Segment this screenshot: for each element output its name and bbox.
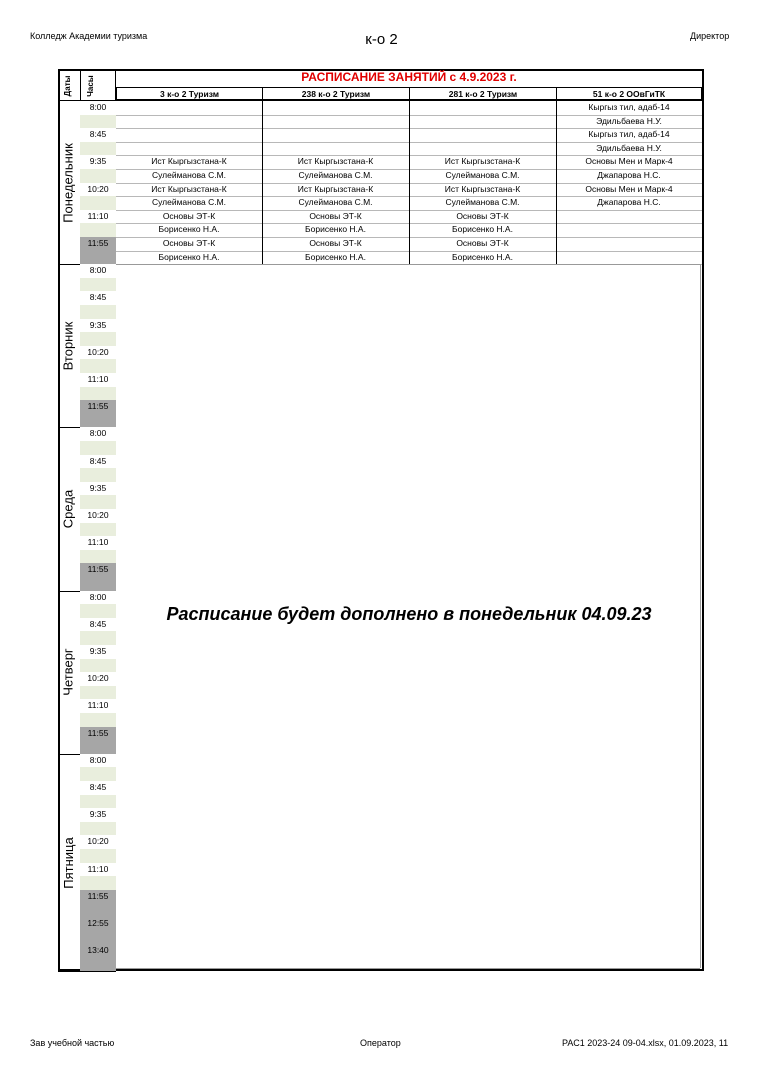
time-slot: 12:55 <box>80 917 116 931</box>
time-slot: 11:55 <box>80 237 116 251</box>
group-header: 3 к-о 2 Туризм <box>116 87 263 100</box>
time-slot: 8:45 <box>80 291 116 305</box>
footer-filename: РАС1 2023-24 09-04.xlsx, 01.09.2023, 11 <box>562 1038 729 1048</box>
lesson-cell: Основы ЭТ-К <box>456 238 509 248</box>
time-slot-sub <box>80 849 116 863</box>
lesson-cell: Эдильбаева Н.У. <box>596 142 662 153</box>
time-slot-sub <box>80 577 116 591</box>
lesson-cell: Основы Мен и Марк-4 <box>585 183 673 194</box>
group-header: 51 к-о 2 ООвГиТК <box>556 87 702 100</box>
footer-operator: Оператор <box>360 1038 401 1048</box>
time-slot: 9:35 <box>80 482 116 496</box>
day-label: Вторник <box>61 321 76 371</box>
time-slot-sub <box>80 196 116 210</box>
day-divider <box>58 971 116 972</box>
college-name: Колледж Академии туризма <box>30 31 148 41</box>
lesson-cell: Ист Кыргызстана-К <box>151 156 227 167</box>
day-label: Пятница <box>61 836 76 889</box>
time-slot-sub <box>80 550 116 564</box>
time-slot-sub <box>80 958 116 972</box>
lesson-cell: Борисенко Н.А. <box>158 251 220 262</box>
schedule-notice: Расписание будет дополнено в понедельник 04.09.23 <box>166 604 652 624</box>
lesson-cell: Основы ЭТ-К <box>162 210 216 221</box>
group-header: 281 к-о 2 Туризм <box>409 87 557 100</box>
lesson-cell: Сулейманова С.М. <box>151 170 227 180</box>
time-slot-sub <box>80 359 116 373</box>
time-slot-sub <box>80 278 116 292</box>
time-slot-sub <box>80 305 116 319</box>
time-slot: 11:55 <box>80 400 116 414</box>
time-slot: 9:35 <box>80 808 116 822</box>
time-slot-sub <box>80 495 116 509</box>
lesson-cell: Ист Кыргызстана-К <box>444 183 521 194</box>
time-slot-sub <box>80 414 116 428</box>
time-slot: 10:20 <box>80 835 116 849</box>
lesson-cell <box>116 101 262 115</box>
lesson-cell <box>116 128 262 142</box>
time-slot: 8:45 <box>80 455 116 469</box>
day-label: Среда <box>61 489 76 529</box>
lesson-cell: Сулейманова С.М. <box>445 197 520 208</box>
lesson-cell <box>262 128 409 142</box>
lesson-cell: Сулейманова С.М. <box>445 170 520 180</box>
dates-column-header: Даты <box>63 75 72 97</box>
time-slot-sub <box>80 903 116 917</box>
lesson-cell: Ист Кыргызстана-К <box>297 183 374 194</box>
director-label: Директор <box>690 31 730 41</box>
lesson-cell <box>409 115 556 129</box>
hours-column-header: Часы <box>86 75 95 97</box>
lesson-cell <box>262 142 409 156</box>
footer-left: Зав учебной частью <box>30 1038 115 1048</box>
time-slot: 11:10 <box>80 699 116 713</box>
time-slot: 9:35 <box>80 155 116 169</box>
lesson-cell: Борисенко Н.А. <box>452 224 513 235</box>
time-slot-sub <box>80 468 116 482</box>
lesson-cell <box>262 115 409 129</box>
lesson-cell: Основы ЭТ-К <box>309 238 362 248</box>
lesson-cell <box>116 142 262 156</box>
group-header: 238 к-о 2 Туризм <box>262 87 410 100</box>
time-slot: 8:00 <box>80 264 116 278</box>
time-slot-sub <box>80 523 116 537</box>
lesson-cell: Джапарова Н.С. <box>597 170 661 180</box>
time-slot-sub <box>80 631 116 645</box>
lesson-cell <box>409 101 556 115</box>
time-slot-sub <box>80 332 116 346</box>
lesson-cell <box>409 128 556 142</box>
time-slot: 9:35 <box>80 319 116 333</box>
time-slot: 10:20 <box>80 346 116 360</box>
lesson-cell: Кыргыз тил, адаб-14 <box>588 129 670 140</box>
panel-top <box>116 264 700 265</box>
time-slot: 11:55 <box>80 890 116 904</box>
time-slot: 8:45 <box>80 781 116 795</box>
time-slot-sub <box>80 767 116 781</box>
panel-bottom <box>116 968 700 969</box>
lesson-cell: Основы Мен и Марк-4 <box>585 156 673 167</box>
group-divider <box>556 87 557 264</box>
time-slot: 8:00 <box>80 591 116 605</box>
lesson-cell: Кыргыз тил, адаб-14 <box>588 102 670 112</box>
time-slot-sub <box>80 115 116 129</box>
lesson-cell: Борисенко Н.А. <box>305 224 366 235</box>
lesson-cell: Джапарова Н.С. <box>597 197 661 208</box>
time-slot: 8:45 <box>80 618 116 632</box>
lesson-cell: Основы ЭТ-К <box>162 238 216 248</box>
time-slot: 8:00 <box>80 427 116 441</box>
time-slot: 11:10 <box>80 210 116 224</box>
time-slot: 8:00 <box>80 754 116 768</box>
time-slot: 11:10 <box>80 863 116 877</box>
time-slot-sub <box>80 876 116 890</box>
time-slot: 13:40 <box>80 944 116 958</box>
time-slot-sub <box>80 251 116 265</box>
time-slot-sub <box>80 713 116 727</box>
lesson-cell: Основы ЭТ-К <box>456 210 509 221</box>
lesson-cell: Ист Кыргызстана-К <box>151 183 227 194</box>
time-slot: 9:35 <box>80 645 116 659</box>
lesson-cell <box>556 251 702 265</box>
lesson-cell: Сулейманова С.М. <box>298 197 373 208</box>
lesson-cell: Основы ЭТ-К <box>309 210 362 221</box>
time-slot: 11:55 <box>80 563 116 577</box>
time-slot-sub <box>80 659 116 673</box>
time-slot-sub <box>80 740 116 754</box>
lesson-cell <box>409 142 556 156</box>
time-slot: 11:10 <box>80 373 116 387</box>
lesson-cell: Борисенко Н.А. <box>452 251 513 262</box>
lesson-cell: Сулейманова С.М. <box>151 197 227 208</box>
time-slot-sub <box>80 686 116 700</box>
group-divider <box>262 87 263 264</box>
lesson-cell <box>116 115 262 129</box>
time-slot: 10:20 <box>80 509 116 523</box>
lesson-cell <box>556 223 702 237</box>
time-slot: 11:10 <box>80 536 116 550</box>
lesson-cell: Ист Кыргызстана-К <box>444 156 521 167</box>
day-label: Понедельник <box>61 142 76 223</box>
time-slot-sub <box>80 387 116 401</box>
time-slot: 10:20 <box>80 183 116 197</box>
time-slot-sub <box>80 931 116 945</box>
lesson-cell: Борисенко Н.А. <box>158 224 220 235</box>
time-slot: 11:55 <box>80 727 116 741</box>
group-divider <box>409 87 410 264</box>
time-slot-sub <box>80 223 116 237</box>
time-slot: 8:45 <box>80 128 116 142</box>
lesson-cell <box>262 101 409 115</box>
time-slot: 8:00 <box>80 101 116 115</box>
lesson-cell: Борисенко Н.А. <box>305 251 366 262</box>
page-title: к-о 2 <box>365 31 398 48</box>
time-slot-sub <box>80 795 116 809</box>
time-slot-sub <box>80 169 116 183</box>
lesson-cell: Эдильбаева Н.У. <box>596 115 662 126</box>
time-slot-sub <box>80 441 116 455</box>
lesson-cell: Ист Кыргызстана-К <box>297 156 374 167</box>
day-label: Четверг <box>61 648 76 696</box>
lesson-cell <box>556 237 702 251</box>
time-slot-sub <box>80 604 116 618</box>
time-slot-sub <box>80 822 116 836</box>
schedule-title: РАСПИСАНИЕ ЗАНЯТИЙ с 4.9.2023 г. <box>301 70 517 84</box>
time-slot: 10:20 <box>80 672 116 686</box>
lesson-cell: Сулейманова С.М. <box>298 170 373 180</box>
time-slot-sub <box>80 142 116 156</box>
lesson-cell <box>556 210 702 224</box>
